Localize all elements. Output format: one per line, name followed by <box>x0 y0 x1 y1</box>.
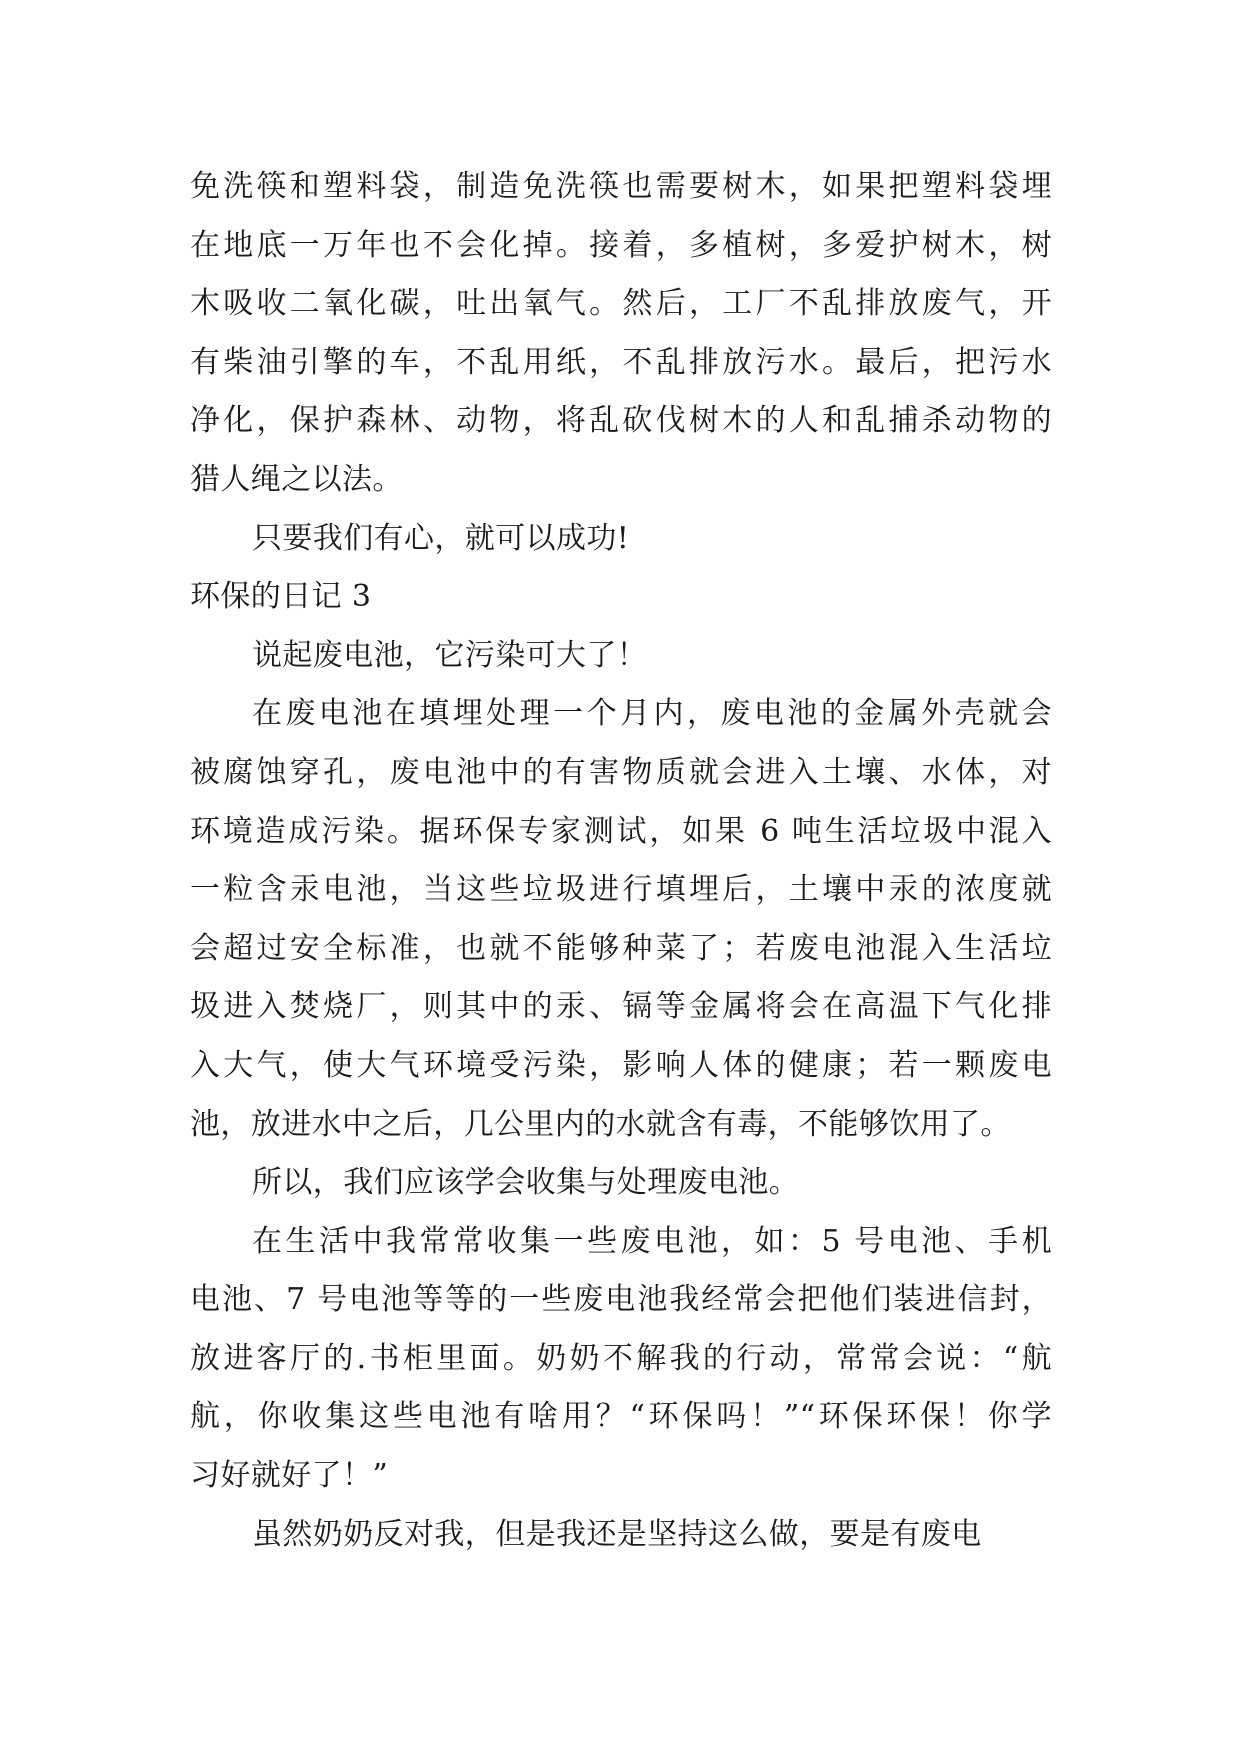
document-body <box>190 158 1052 1564</box>
text-line: 免洗筷和塑料袋，制造免洗筷也需要树木，如果把塑料袋埋 <box>190 169 1052 204</box>
text-line: 池，放进水中之后，几公里内的水就含有毒，不能够饮用了。 <box>190 1106 1011 1142</box>
text-line: 航，你收集这些电池有啥用？“环保吗！”“环保环保！你学 <box>190 1399 1052 1435</box>
text-line: 有柴油引擎的车，不乱用纸，不乱排放污水。最后，把污水 <box>190 344 1052 380</box>
section-title: 环保的日记 3 <box>190 579 372 615</box>
text-line: 说起废电池，它污染可大了！ <box>252 637 648 673</box>
text-line: 一粒含汞电池，当这些垃圾进行填埋后，土壤中汞的浓度就 <box>190 872 1052 908</box>
text-line: 虽然奶奶反对我，但是我还是坚持这么做，要是有废电 <box>252 1516 982 1552</box>
paragraph <box>190 685 1052 1154</box>
text-line: 猎人绳之以法。 <box>190 461 403 497</box>
text-line: 电池、7 号电池等等的一些废电池我经常会把他们装进信封， <box>190 1282 1052 1318</box>
paragraph <box>190 1154 1052 1213</box>
text-line: 在地底一万年也不会化掉。接着，多植树，多爱护树木，树 <box>190 227 1052 263</box>
text-line: 圾进入焚烧厂，则其中的汞、镉等金属将会在高温下气化排 <box>190 989 1052 1025</box>
text-line: 在废电池在填埋处理一个月内，废电池的金属外壳就会 <box>252 696 1052 732</box>
text-line: 入大气，使大气环境受污染，影响人体的健康；若一颗废电 <box>190 1047 1052 1083</box>
text-line: 被腐蚀穿孔，废电池中的有害物质就会进入土壤、水体，对 <box>190 754 1052 790</box>
paragraph <box>190 158 1052 510</box>
paragraph <box>190 510 1052 569</box>
paragraph <box>190 627 1052 686</box>
paragraph <box>190 1506 1052 1565</box>
text-line: 环境造成污染。据环保专家测试，如果 6 吨生活垃圾中混入 <box>190 813 1052 849</box>
text-line: 习好就好了！” <box>190 1458 389 1494</box>
paragraph <box>190 1213 1052 1506</box>
text-line: 在生活中我常常收集一些废电池，如：5 号电池、手机 <box>252 1223 1052 1259</box>
text-line: 木吸收二氧化碳，吐出氧气。然后，工厂不乱排放废气，开 <box>190 286 1052 322</box>
text-line: 所以，我们应该学会收集与处理废电池。 <box>252 1165 800 1201</box>
text-line: 净化，保护森林、动物，将乱砍伐树木的人和乱捕杀动物的 <box>190 403 1052 439</box>
text-line: 只要我们有心，就可以成功! <box>252 520 630 556</box>
text-line: 会超过安全标准，也就不能够种菜了；若废电池混入生活垃 <box>190 930 1052 966</box>
section-heading <box>190 568 1052 627</box>
text-line: 放进客厅的.书柜里面。奶奶不解我的行动，常常会说：“航 <box>190 1340 1052 1376</box>
